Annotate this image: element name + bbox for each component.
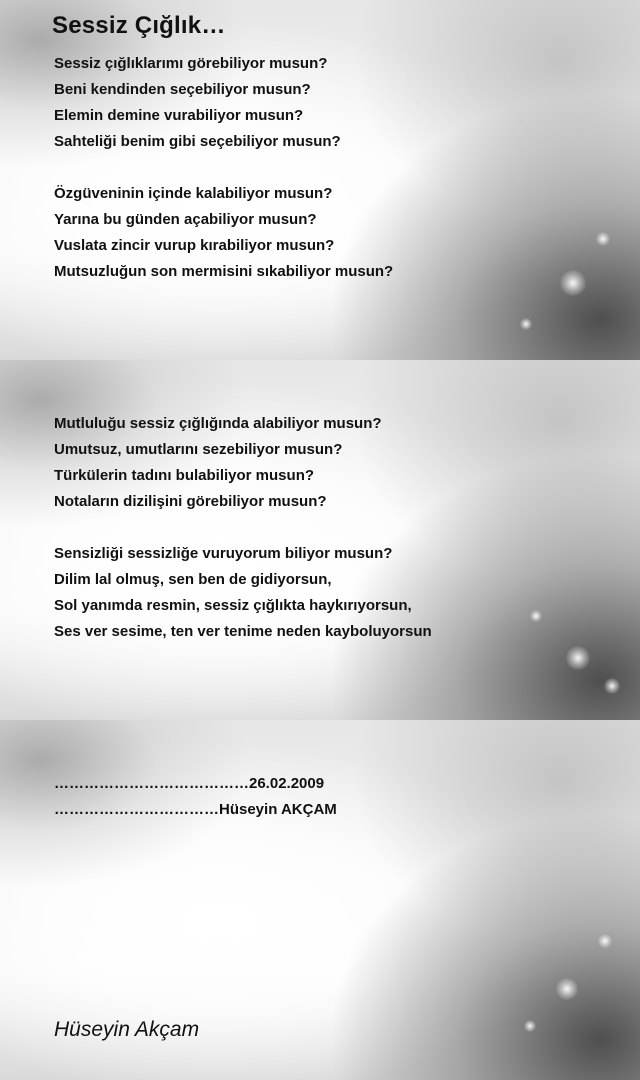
poem-line: Özgüveninin içinde kalabiliyor musun? [54,185,333,202]
poem-stanza-4 [54,541,432,645]
background-sparkle [604,678,620,694]
poem-line: Sessiz çığlıklarımı görebiliyor musun? [54,55,328,72]
poem-author-line: ……………………………Hüseyin AKÇAM [54,801,337,818]
poem-line: Umutsuz, umutlarını sezebiliyor musun? [54,441,343,458]
background-sparkle [520,318,532,330]
poem-panel-1 [0,0,640,360]
background-sparkle [566,646,590,670]
poem-line: Dilim lal olmuş, sen ben de gidiyorsun, [54,571,332,588]
poem-date-author-block [54,771,337,823]
poem-line: Mutsuzluğun son mermisini sıkabiliyor musun? [54,263,394,280]
poem-title: Sessiz Çığlık… [52,12,226,39]
poem-line: Beni kendinden seçebiliyor musun? [54,81,311,98]
background-sparkle [596,232,610,246]
poem-line: Sensizliği sessizliğe vuruyorum biliyor musun? [54,545,393,562]
poem-panel-2 [0,360,640,720]
background-sparkle [598,934,612,948]
background-sparkle [524,1020,536,1032]
poem-date-line: …………………………………26.02.2009 [54,775,325,792]
poem-panel-3 [0,720,640,1080]
poem-line: Sol yanımda resmin, sessiz çığlıkta haykırıyorsun, [54,597,412,614]
background-sparkle [556,978,578,1000]
poem-line: Yarına bu günden açabiliyor musun? [54,211,317,228]
poem-line: Vuslata zincir vurup kırabiliyor musun? [54,237,335,254]
background-sparkle [560,270,586,296]
background-sparkle [530,610,542,622]
poem-stanza-2 [54,181,393,285]
poem-stanza-1 [54,51,341,155]
poem-line: Türkülerin tadını bulabiliyor musun? [54,467,315,484]
poem-stanza-3 [54,411,382,515]
poem-line: Sahteliği benim gibi seçebiliyor musun? [54,133,341,150]
author-signature: Hüseyin Akçam [54,1018,200,1041]
poem-line: Notaların dizilişini görebiliyor musun? [54,493,327,510]
poem-line: Mutluluğu sessiz çığlığında alabiliyor musun? [54,415,382,432]
poem-line: Ses ver sesime, ten ver tenime neden kayboluyorsun [54,623,432,640]
poem-line: Elemin demine vurabiliyor musun? [54,107,304,124]
